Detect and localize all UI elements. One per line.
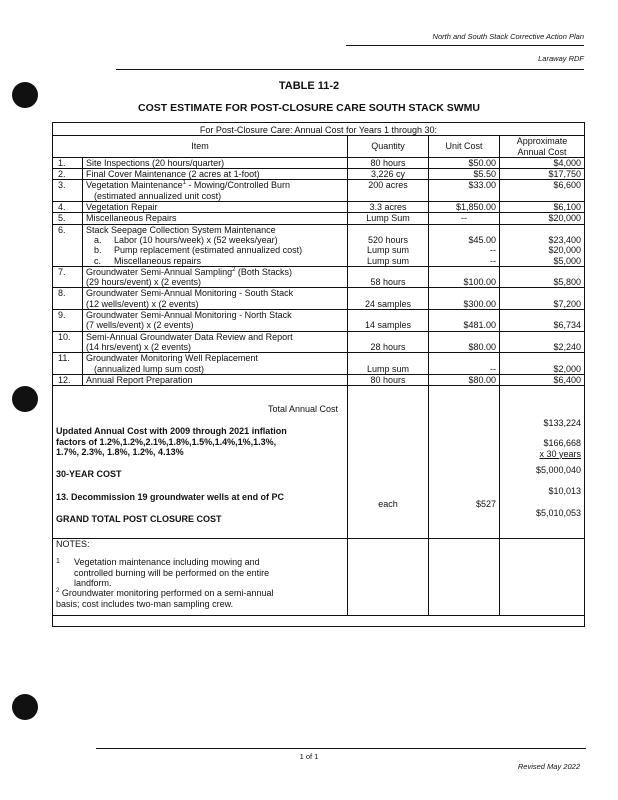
item-description: Miscellaneous Repairs [83, 213, 348, 224]
header-row [53, 136, 585, 158]
notes-heading: NOTES: [56, 539, 90, 550]
table-row: 9. Groundwater Semi-Annual Monitoring - North Stack (7 wells/event) x (2 events) 14 samples $481.00 $6,734 [53, 310, 585, 332]
item-description: Groundwater Semi-Annual Monitoring - North Stack (7 wells/event) x (2 events) [83, 310, 348, 332]
notes-row [53, 539, 585, 616]
table-caption: For Post-Closure Care: Annual Cost for Years 1 through 30: [53, 123, 585, 136]
col-header-unit-cost: Unit Cost [429, 136, 500, 158]
table-row: 1. Site Inspections (20 hours/quarter) 80 hours $50.00 $4,000 [53, 157, 585, 168]
total-annual-value: $133,224 [543, 418, 581, 429]
item-description: Groundwater Semi-Annual Sampling$^2$ (Both Stacks) (29 hours/event) x (2 events) [83, 266, 348, 288]
item-description: Final Cover Maintenance (2 acres at 1-foot) [83, 169, 348, 180]
thirty-year-multiplier: x 30 years [539, 448, 581, 459]
table-row: 4. Vegetation Repair 3.3 acres $1,850.00 $6,100 [53, 202, 585, 213]
header-rule-2 [116, 69, 584, 70]
decommission-unit: $527 [475, 499, 496, 510]
item-description: Semi-Annual Groundwater Data Review and Report (14 hrs/event) x (2 events) [83, 331, 348, 353]
table-row: 2. Final Cover Maintenance (2 acres at 1-foot) 3,226 cy $5.50 $17,750 [53, 169, 585, 180]
table-row: 6. Stack Seepage Collection System Maintenance a. Labor (10 hours/week) x (52 weeks/year) b. Pump replacement (estimated annualized cost) c. Miscellaneous repairs 520 hours Lump sum Lump sum $45.00 -- -- $23,400 $20,000 $5,000 [53, 224, 585, 266]
total-annual-label: Total Annual Cost [267, 404, 338, 415]
decommission-value: $10,013 [548, 486, 581, 497]
item-description: Groundwater Monitoring Well Replacement (annualized lump sum cost) [83, 353, 348, 375]
col-header-quantity: Quantity [348, 136, 429, 158]
table-title: TABLE 11-2 [278, 80, 340, 92]
header-rule [346, 45, 584, 46]
table-row: 7. Groundwater Semi-Annual Sampling$^2$ (Both Stacks) (29 hours/event) x (2 events) 58 hours $100.00 $5,800 [53, 266, 585, 288]
decommission-qty: each [378, 499, 398, 510]
decommission-label: 13. Decommission 19 groundwater wells at end of PC [56, 491, 285, 502]
footer-rule [96, 748, 586, 749]
table-subtitle: COST ESTIMATE FOR POST-CLOSURE CARE SOUTH STACK SWMU [137, 102, 481, 114]
table-caption-row [53, 123, 585, 136]
summary-row [53, 386, 585, 539]
table-row: 5. Miscellaneous Repairs Lump Sum -- $20,000 [53, 213, 585, 224]
binder-hole-middle [12, 386, 38, 412]
table-row: 10. Semi-Annual Groundwater Data Review and Report (14 hrs/event) x (2 events) 28 hours $80.00 $2,240 [53, 331, 585, 353]
note-1: 1 Vegetation maintenance including mowing and controlled burning will be performed on the entire landform. [56, 557, 270, 589]
notes [53, 539, 348, 616]
item-description: Annual Report Preparation [83, 374, 348, 385]
thirty-year-label: 30-YEAR COST [56, 469, 122, 480]
item-description: Stack Seepage Collection System Maintenance a. Labor (10 hours/week) x (52 weeks/year) b. Pump replacement (estimated annualized cost) c. Miscellaneous repairs [83, 224, 348, 266]
page-number: 1 of 1 [299, 752, 319, 761]
item-description: Groundwater Semi-Annual Monitoring - South Stack (12 wells/event) x (2 events) [83, 288, 348, 310]
col-header-annual-cost: Approximate Annual Cost [500, 136, 585, 158]
site-name: Laraway RDF [538, 54, 584, 63]
cost-estimate-table [52, 122, 585, 627]
table-row: 11. Groundwater Monitoring Well Replacement (annualized lump sum cost) Lump sum -- $2,000 [53, 353, 585, 375]
thirty-year-value: $5,000,040 [535, 465, 581, 476]
col-header-item: Item [53, 136, 348, 158]
updated-annual-value: $166,668 [543, 438, 581, 449]
updated-annual-label: Updated Annual Cost with 2009 through 2021 inflation factors of 1.2%,1.2%,2.1%,1.8%,1.5%,1.4%,1%,1.3%, 1.7%, 2.3%, 1.8%, 1.2%, 4.13% [56, 426, 287, 458]
grand-total-label: GRAND TOTAL POST CLOSURE COST [56, 513, 222, 524]
plan-title: North and South Stack Corrective Action Plan [432, 32, 584, 41]
item-description: Vegetation Maintenance$^1$ - Mowing/Controlled Burn (estimated annualized unit cost) [83, 180, 348, 202]
table-row: 3. Vegetation Maintenance$^1$ - Mowing/Controlled Burn (estimated annualized unit cost) 200 acres $33.00 $6,600 [53, 180, 585, 202]
grand-total-value: $5,010,053 [535, 507, 581, 518]
binder-hole-bottom [12, 694, 38, 720]
item-description: Vegetation Repair [83, 202, 348, 213]
revised-date: Revised May 2022 [517, 762, 580, 771]
table-row: 8. Groundwater Semi-Annual Monitoring - South Stack (12 wells/event) x (2 events) 24 samples $300.00 $7,200 [53, 288, 585, 310]
table-row: 12. Annual Report Preparation 80 hours $80.00 $6,400 [53, 374, 585, 385]
note-2: $^2$ Groundwater monitoring performed on a semi-annual basis; cost includes two-man sampling crew. [56, 588, 274, 609]
item-description: Site Inspections (20 hours/quarter) [83, 157, 348, 168]
table-bottom-row [53, 616, 585, 627]
